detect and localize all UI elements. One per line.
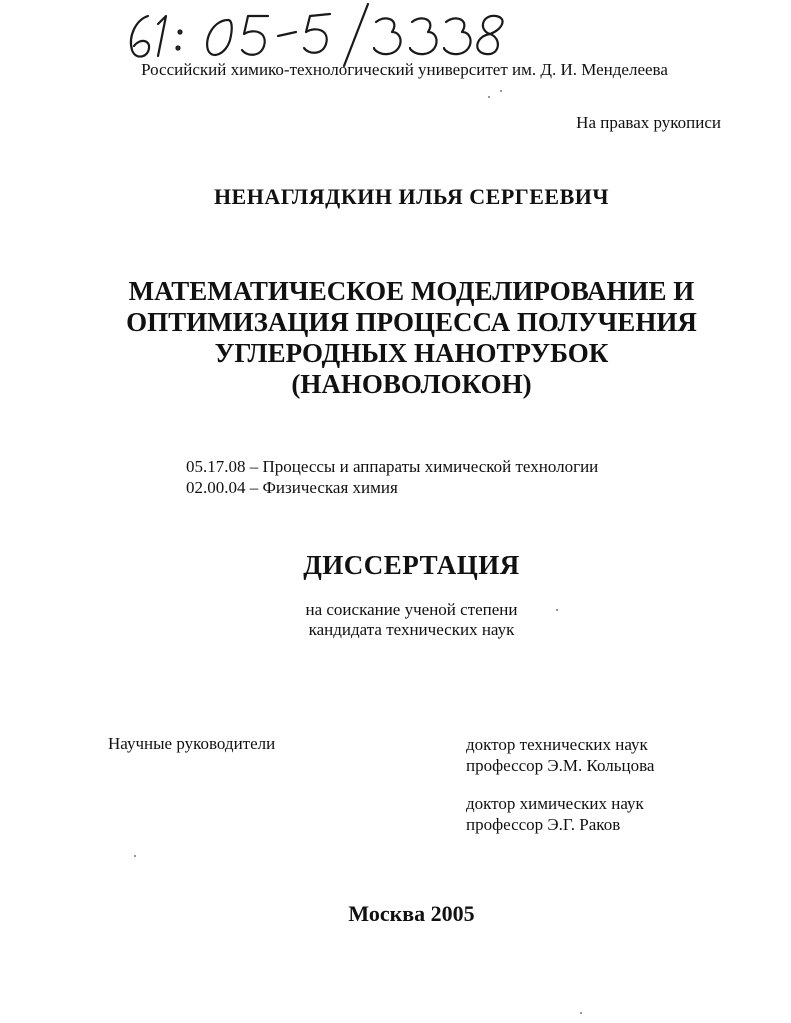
supervisor-degree: доктор технических наук (466, 735, 648, 754)
specialty-line: 05.17.08 – Процессы и аппараты химической технологии (186, 457, 599, 476)
degree-info (0, 600, 791, 640)
dissertation-title (0, 276, 791, 400)
title-line: (НАНОВОЛОКОН) (291, 369, 532, 399)
supervisor-degree: доктор химических наук (466, 794, 644, 813)
specialty-codes (186, 456, 598, 498)
scan-speck (488, 96, 490, 98)
document-type: ДИССЕРТАЦИЯ (303, 550, 520, 580)
city-year: Москва 2005 (348, 901, 475, 926)
handwritten-archive-number (118, 2, 538, 68)
scan-speck (556, 609, 558, 611)
supervisors-label: Научные руководители (108, 734, 276, 753)
specialty-line: 02.00.04 – Физическая химия (186, 478, 398, 497)
university-name: Российский химико-технологический университет им. Д. И. Менделеева (141, 60, 668, 79)
supervisor-entry (466, 793, 644, 835)
title-line: МАТЕМАТИЧЕСКОЕ МОДЕЛИРОВАНИЕ И (128, 276, 695, 306)
scan-speck (500, 90, 502, 92)
handwritten-number-drawing (118, 2, 538, 68)
title-line: УГЛЕРОДНЫХ НАНОТРУБОК (214, 338, 609, 368)
author-name: НЕНАГЛЯДКИН ИЛЬЯ СЕРГЕЕВИЧ (213, 184, 610, 209)
title-line: ОПТИМИЗАЦИЯ ПРОЦЕССА ПОЛУЧЕНИЯ (126, 307, 697, 337)
supervisor-entry (466, 734, 654, 776)
scan-speck (580, 1012, 582, 1014)
supervisor-name: профессор Э.М. Кольцова (466, 756, 655, 775)
degree-line: на соискание ученой степени (305, 600, 518, 619)
scan-speck (134, 855, 136, 857)
supervisor-name: профессор Э.Г. Раков (466, 815, 621, 834)
rights-note: На правах рукописи (576, 113, 721, 132)
degree-line: кандидата технических наук (308, 620, 515, 639)
